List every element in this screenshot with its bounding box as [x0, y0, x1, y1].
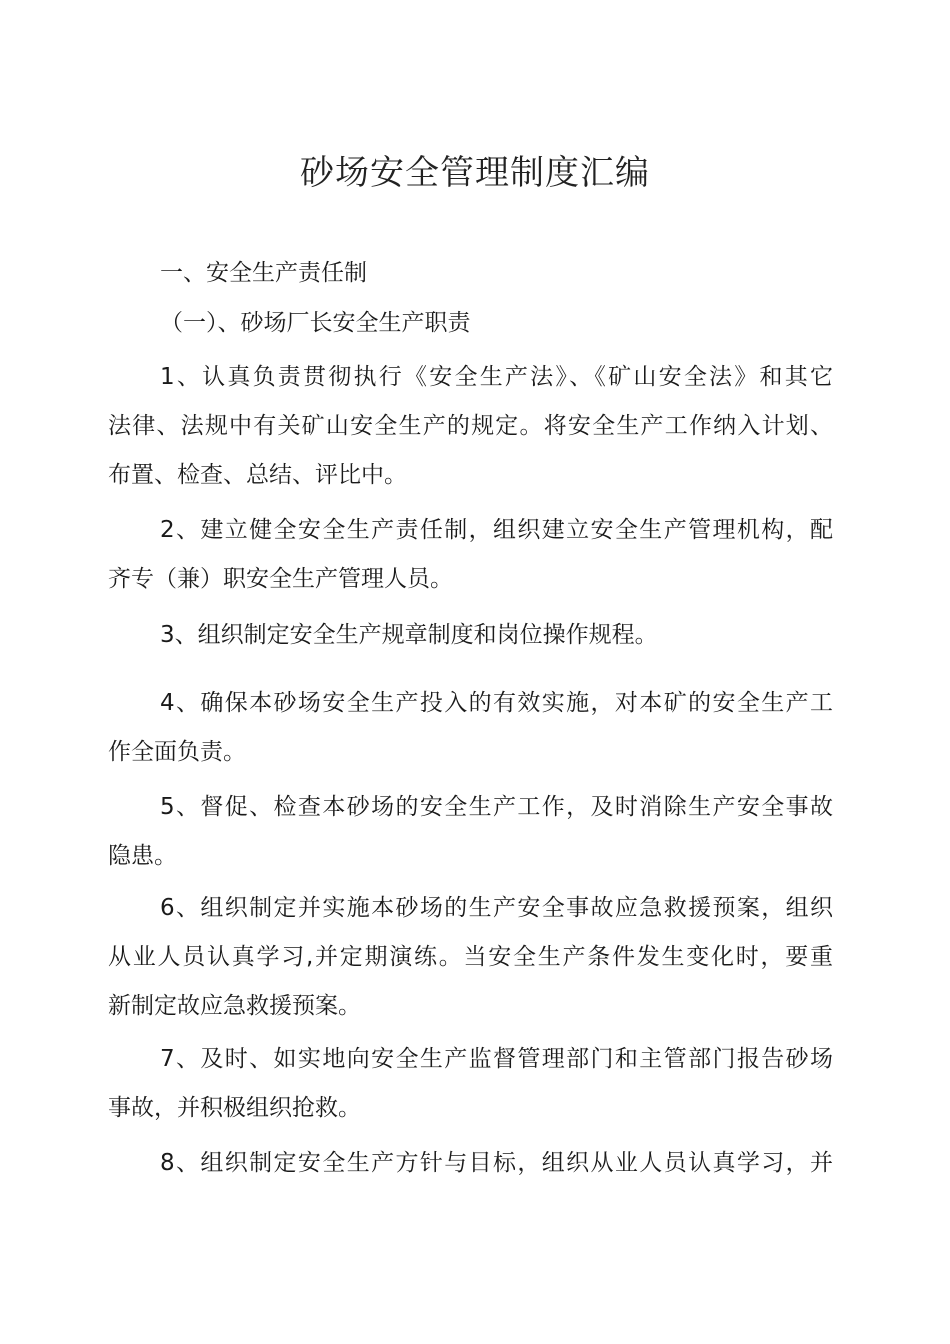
paragraph-line: 作全面负责。: [108, 739, 246, 765]
paragraph-line: 从业人员认真学习,并定期演练。当安全生产条件发生变化时，要重: [108, 944, 833, 970]
paragraph-line: 布置、检查、总结、评比中。: [108, 462, 407, 488]
paragraph-line: 法律、法规中有关矿山安全生产的规定。将安全生产工作纳入计划、: [108, 413, 833, 439]
paragraph-line: 4、确保本砂场安全生产投入的有效实施，对本矿的安全生产工: [160, 690, 833, 716]
paragraph-line: 隐患。: [108, 843, 177, 869]
paragraph-line: 新制定故应急救援预案。: [108, 993, 361, 1019]
paragraph-line: 3、组织制定安全生产规章制度和岗位操作规程。: [160, 622, 658, 648]
subsection-heading: （一）、砂场厂长安全生产职责: [160, 310, 471, 336]
paragraph-line: 7、及时、如实地向安全生产监督管理部门和主管部门报告砂场: [160, 1046, 833, 1072]
paragraph-line: 齐专（兼）职安全生产管理人员。: [108, 566, 453, 592]
section-heading: 一、安全生产责任制: [160, 260, 367, 286]
paragraph-line: 1、认真负责贯彻执行《安全生产法》、《矿山安全法》和其它: [160, 364, 833, 390]
document-title: 砂场安全管理制度汇编: [300, 153, 650, 193]
paragraph-line: 事故，并积极组织抢救。: [108, 1095, 361, 1121]
paragraph-line: 5、督促、检查本砂场的安全生产工作，及时消除生产安全事故: [160, 794, 833, 820]
paragraph-line: 6、组织制定并实施本砂场的生产安全事故应急救援预案，组织: [160, 895, 833, 921]
paragraph-line: 8、组织制定安全生产方针与目标，组织从业人员认真学习，并: [160, 1150, 833, 1176]
paragraph-line: 2、建立健全安全生产责任制，组织建立安全生产管理机构，配: [160, 517, 833, 543]
